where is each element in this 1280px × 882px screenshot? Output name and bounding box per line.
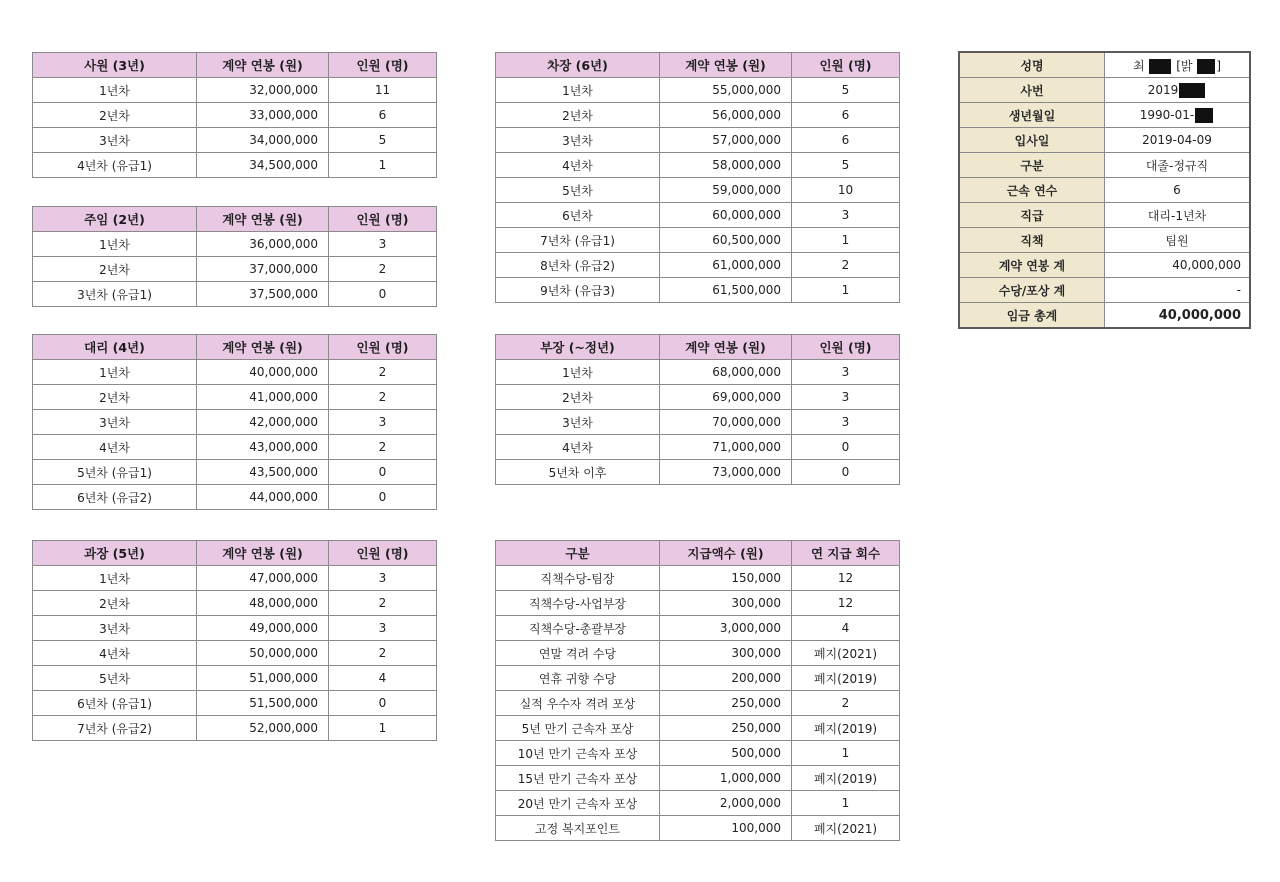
count-cell: 5 [329, 128, 437, 153]
count-cell: 5 [792, 153, 900, 178]
info-label: 생년월일 [959, 103, 1105, 128]
contract-cell: 55,000,000 [660, 78, 792, 103]
contract-cell: 50,000,000 [197, 641, 329, 666]
info-value-contract-total: 40,000,000 [1105, 253, 1251, 278]
year-cell: 3년차 [33, 616, 197, 641]
count-cell: 10 [792, 178, 900, 203]
table-row [496, 716, 900, 741]
info-row-type [959, 153, 1250, 178]
count-cell: 3 [329, 616, 437, 641]
table-row [496, 253, 900, 278]
year-cell: 1년차 [33, 360, 197, 385]
info-row-empno [959, 78, 1250, 103]
table-row [33, 78, 437, 103]
year-cell: 3년차 [33, 128, 197, 153]
count-cell: 3 [329, 566, 437, 591]
count-cell: 3 [792, 385, 900, 410]
amount-cell: 100,000 [660, 816, 792, 841]
frequency-cell: 4 [792, 616, 900, 641]
frequency-cell: 폐지(2021) [792, 641, 900, 666]
count-cell: 6 [792, 103, 900, 128]
allowance-table [495, 540, 900, 841]
info-value-birth [1105, 103, 1251, 128]
info-row-join [959, 128, 1250, 153]
count-cell: 1 [792, 228, 900, 253]
table-row [33, 282, 437, 307]
info-value-tenure: 6 [1105, 178, 1251, 203]
contract-cell: 41,000,000 [197, 385, 329, 410]
contract-cell: 34,000,000 [197, 128, 329, 153]
info-value-name [1105, 52, 1251, 78]
amount-cell: 3,000,000 [660, 616, 792, 641]
contract-cell: 60,500,000 [660, 228, 792, 253]
amount-cell: 250,000 [660, 691, 792, 716]
name-suffix: ] [1216, 58, 1222, 73]
year-cell: 1년차 [496, 360, 660, 385]
year-cell: 3년차 [496, 410, 660, 435]
table-row [496, 278, 900, 303]
frequency-cell: 12 [792, 566, 900, 591]
redaction-box [1179, 83, 1205, 98]
table-row [496, 741, 900, 766]
col-contract-header: 계약 연봉 (원) [660, 53, 792, 78]
category-cell: 직책수당-팀장 [496, 566, 660, 591]
table-row [496, 360, 900, 385]
frequency-cell: 2 [792, 691, 900, 716]
name-prefix: 최 [1132, 58, 1145, 73]
contract-cell: 68,000,000 [660, 360, 792, 385]
frequency-cell: 폐지(2019) [792, 666, 900, 691]
info-label: 직급 [959, 203, 1105, 228]
info-label: 구분 [959, 153, 1105, 178]
table-row [33, 460, 437, 485]
year-cell: 7년차 (유급2) [33, 716, 197, 741]
amount-cell: 150,000 [660, 566, 792, 591]
table-row [33, 641, 437, 666]
salary-table-juim [32, 206, 437, 307]
count-cell: 3 [792, 360, 900, 385]
info-label: 입사일 [959, 128, 1105, 153]
table-row [496, 435, 900, 460]
contract-cell: 36,000,000 [197, 232, 329, 257]
contract-cell: 71,000,000 [660, 435, 792, 460]
col-count-header: 인원 (명) [329, 335, 437, 360]
year-cell: 5년차 (유급1) [33, 460, 197, 485]
category-cell: 5년 만기 근속자 포상 [496, 716, 660, 741]
allowance-header-category: 구분 [496, 541, 660, 566]
category-cell: 10년 만기 근속자 포상 [496, 741, 660, 766]
year-cell: 7년차 (유급1) [496, 228, 660, 253]
info-label: 근속 연수 [959, 178, 1105, 203]
contract-cell: 52,000,000 [197, 716, 329, 741]
name-mid: [밝 [1176, 58, 1193, 73]
contract-cell: 37,000,000 [197, 257, 329, 282]
salary-table-saw [32, 52, 437, 178]
table-row [496, 385, 900, 410]
col-contract-header: 계약 연봉 (원) [197, 207, 329, 232]
info-value-grade: 대리-1년차 [1105, 203, 1251, 228]
table-row [496, 691, 900, 716]
category-cell: 실적 우수자 격려 포상 [496, 691, 660, 716]
count-cell: 0 [329, 282, 437, 307]
table-row [496, 78, 900, 103]
contract-cell: 51,500,000 [197, 691, 329, 716]
table-title: 대리 (4년) [33, 335, 197, 360]
table-row [496, 203, 900, 228]
col-contract-header: 계약 연봉 (원) [197, 541, 329, 566]
info-row-wage-total [959, 303, 1250, 329]
redaction-box [1149, 59, 1171, 74]
col-count-header: 인원 (명) [329, 53, 437, 78]
category-cell: 15년 만기 근속자 포상 [496, 766, 660, 791]
count-cell: 1 [329, 153, 437, 178]
info-value-empno [1105, 78, 1251, 103]
table-row [33, 435, 437, 460]
frequency-cell: 12 [792, 591, 900, 616]
contract-cell: 33,000,000 [197, 103, 329, 128]
count-cell: 0 [792, 460, 900, 485]
contract-cell: 44,000,000 [197, 485, 329, 510]
info-row-grade [959, 203, 1250, 228]
table-row [33, 485, 437, 510]
table-row [496, 128, 900, 153]
contract-cell: 69,000,000 [660, 385, 792, 410]
year-cell: 6년차 [496, 203, 660, 228]
contract-cell: 57,000,000 [660, 128, 792, 153]
count-cell: 2 [792, 253, 900, 278]
info-label: 직책 [959, 228, 1105, 253]
col-count-header: 인원 (명) [792, 53, 900, 78]
contract-cell: 34,500,000 [197, 153, 329, 178]
info-row-allowance-total [959, 278, 1250, 303]
table-row [33, 128, 437, 153]
info-row-tenure [959, 178, 1250, 203]
contract-cell: 32,000,000 [197, 78, 329, 103]
table-row [33, 716, 437, 741]
contract-cell: 73,000,000 [660, 460, 792, 485]
info-value-wage-total: 40,000,000 [1105, 303, 1251, 329]
category-cell: 연말 격려 수당 [496, 641, 660, 666]
amount-cell: 300,000 [660, 641, 792, 666]
salary-table-bujang [495, 334, 900, 485]
amount-cell: 250,000 [660, 716, 792, 741]
count-cell: 2 [329, 641, 437, 666]
table-row [496, 460, 900, 485]
table-title: 부장 (~정년) [496, 335, 660, 360]
table-row [33, 360, 437, 385]
amount-cell: 2,000,000 [660, 791, 792, 816]
count-cell: 6 [329, 103, 437, 128]
contract-cell: 58,000,000 [660, 153, 792, 178]
year-cell: 2년차 [33, 257, 197, 282]
salary-table-chajang [495, 52, 900, 303]
salary-table-daeri [32, 334, 437, 510]
info-row-role [959, 228, 1250, 253]
frequency-cell: 1 [792, 741, 900, 766]
amount-cell: 300,000 [660, 591, 792, 616]
year-cell: 6년차 (유급2) [33, 485, 197, 510]
count-cell: 0 [792, 435, 900, 460]
category-cell: 고정 복지포인트 [496, 816, 660, 841]
category-cell: 연휴 귀향 수당 [496, 666, 660, 691]
contract-cell: 61,000,000 [660, 253, 792, 278]
count-cell: 4 [329, 666, 437, 691]
count-cell: 3 [792, 410, 900, 435]
count-cell: 2 [329, 385, 437, 410]
info-value-role: 팀원 [1105, 228, 1251, 253]
table-row [496, 178, 900, 203]
info-label: 임금 총계 [959, 303, 1105, 329]
category-cell: 직책수당-총괄부장 [496, 616, 660, 641]
year-cell: 1년차 [496, 78, 660, 103]
amount-cell: 1,000,000 [660, 766, 792, 791]
count-cell: 0 [329, 691, 437, 716]
table-title: 차장 (6년) [496, 53, 660, 78]
contract-cell: 60,000,000 [660, 203, 792, 228]
info-value-allowance-total: - [1105, 278, 1251, 303]
table-row [33, 666, 437, 691]
info-value-type: 대졸-정규직 [1105, 153, 1251, 178]
year-cell: 4년차 [33, 435, 197, 460]
count-cell: 6 [792, 128, 900, 153]
table-row [496, 666, 900, 691]
table-row [33, 616, 437, 641]
year-cell: 1년차 [33, 566, 197, 591]
year-cell: 2년차 [33, 591, 197, 616]
count-cell: 11 [329, 78, 437, 103]
year-cell: 5년차 이후 [496, 460, 660, 485]
table-row [33, 232, 437, 257]
table-row [33, 153, 437, 178]
year-cell: 3년차 [33, 410, 197, 435]
frequency-cell: 폐지(2019) [792, 766, 900, 791]
frequency-cell: 폐지(2021) [792, 816, 900, 841]
contract-cell: 59,000,000 [660, 178, 792, 203]
year-cell: 5년차 [33, 666, 197, 691]
birth-prefix: 1990-01- [1139, 107, 1195, 122]
table-row [33, 566, 437, 591]
info-value-join: 2019-04-09 [1105, 128, 1251, 153]
table-row [496, 153, 900, 178]
amount-cell: 200,000 [660, 666, 792, 691]
info-label: 수당/포상 계 [959, 278, 1105, 303]
table-row [33, 257, 437, 282]
info-label: 사번 [959, 78, 1105, 103]
allowance-header-frequency: 연 지급 회수 [792, 541, 900, 566]
col-count-header: 인원 (명) [792, 335, 900, 360]
table-row [33, 691, 437, 716]
contract-cell: 49,000,000 [197, 616, 329, 641]
year-cell: 2년차 [33, 385, 197, 410]
frequency-cell: 1 [792, 791, 900, 816]
salary-table-gwajang [32, 540, 437, 741]
contract-cell: 48,000,000 [197, 591, 329, 616]
table-row [496, 616, 900, 641]
info-label: 성명 [959, 52, 1105, 78]
year-cell: 1년차 [33, 78, 197, 103]
col-contract-header: 계약 연봉 (원) [660, 335, 792, 360]
col-count-header: 인원 (명) [329, 541, 437, 566]
year-cell: 4년차 [496, 435, 660, 460]
table-row [496, 591, 900, 616]
year-cell: 4년차 [33, 641, 197, 666]
redaction-box [1195, 108, 1213, 123]
year-cell: 4년차 [496, 153, 660, 178]
contract-cell: 40,000,000 [197, 360, 329, 385]
employee-info-card [958, 51, 1251, 329]
year-cell: 1년차 [33, 232, 197, 257]
contract-cell: 37,500,000 [197, 282, 329, 307]
col-count-header: 인원 (명) [329, 207, 437, 232]
table-title: 사원 (3년) [33, 53, 197, 78]
info-row-contract-total [959, 253, 1250, 278]
year-cell: 3년차 (유급1) [33, 282, 197, 307]
table-row [33, 103, 437, 128]
count-cell: 2 [329, 257, 437, 282]
table-row [33, 410, 437, 435]
table-row [496, 816, 900, 841]
redaction-box [1197, 59, 1215, 74]
count-cell: 2 [329, 360, 437, 385]
count-cell: 1 [792, 278, 900, 303]
table-row [496, 791, 900, 816]
empno-prefix: 2019 [1147, 82, 1179, 97]
count-cell: 3 [329, 232, 437, 257]
year-cell: 4년차 (유급1) [33, 153, 197, 178]
table-row [33, 591, 437, 616]
contract-cell: 70,000,000 [660, 410, 792, 435]
amount-cell: 500,000 [660, 741, 792, 766]
count-cell: 5 [792, 78, 900, 103]
table-row [496, 228, 900, 253]
count-cell: 1 [329, 716, 437, 741]
info-label: 계약 연봉 계 [959, 253, 1105, 278]
allowance-header-amount: 지급액수 (원) [660, 541, 792, 566]
count-cell: 2 [329, 591, 437, 616]
year-cell: 2년차 [496, 103, 660, 128]
col-contract-header: 계약 연봉 (원) [197, 53, 329, 78]
table-row [33, 385, 437, 410]
contract-cell: 56,000,000 [660, 103, 792, 128]
count-cell: 0 [329, 460, 437, 485]
count-cell: 3 [329, 410, 437, 435]
table-row [496, 410, 900, 435]
contract-cell: 42,000,000 [197, 410, 329, 435]
contract-cell: 61,500,000 [660, 278, 792, 303]
year-cell: 8년차 (유급2) [496, 253, 660, 278]
count-cell: 0 [329, 485, 437, 510]
table-title: 주임 (2년) [33, 207, 197, 232]
year-cell: 2년차 [496, 385, 660, 410]
col-contract-header: 계약 연봉 (원) [197, 335, 329, 360]
year-cell: 3년차 [496, 128, 660, 153]
count-cell: 2 [329, 435, 437, 460]
year-cell: 5년차 [496, 178, 660, 203]
contract-cell: 43,000,000 [197, 435, 329, 460]
frequency-cell: 폐지(2019) [792, 716, 900, 741]
year-cell: 6년차 (유급1) [33, 691, 197, 716]
table-row [496, 566, 900, 591]
category-cell: 20년 만기 근속자 포상 [496, 791, 660, 816]
table-row [496, 103, 900, 128]
category-cell: 직책수당-사업부장 [496, 591, 660, 616]
info-row-birth [959, 103, 1250, 128]
table-row [496, 766, 900, 791]
year-cell: 2년차 [33, 103, 197, 128]
contract-cell: 51,000,000 [197, 666, 329, 691]
contract-cell: 43,500,000 [197, 460, 329, 485]
contract-cell: 47,000,000 [197, 566, 329, 591]
table-row [496, 641, 900, 666]
info-row-name [959, 52, 1250, 78]
count-cell: 3 [792, 203, 900, 228]
year-cell: 9년차 (유급3) [496, 278, 660, 303]
table-title: 과장 (5년) [33, 541, 197, 566]
